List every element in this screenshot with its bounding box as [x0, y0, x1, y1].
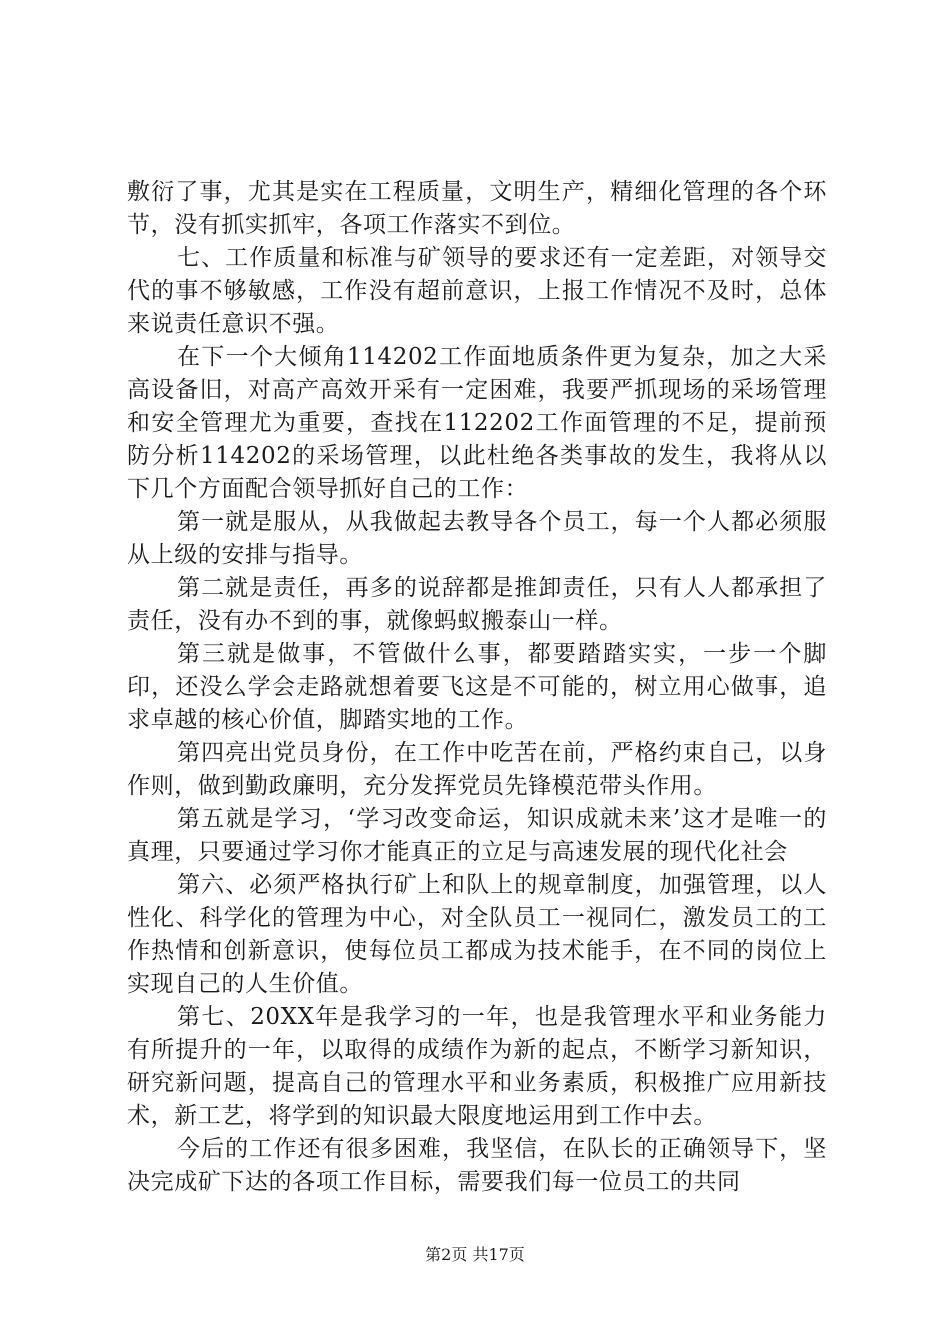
- paragraph-11: 今后的工作还有很多困难，我坚信，在队长的正确领导下，坚决完成矿下达的各项工作目标，需要我们每一位员工的共同: [127, 1136, 827, 1195]
- paragraph-9: 第六、必须严格执行矿上和队上的规章制度，加强管理，以人性化、科学化的管理为中心，对全队员工一视同仁，激发员工的工作热情和创新意识，使每位员工都成为技术能手，在不同的岗位上实现自己的人生价值。: [127, 872, 827, 997]
- paragraph-3: 在下一个大倾角114202工作面地质条件更为复杂，加之大采高设备旧，对高产高效开采有一定困难，我要严抓现场的采场管理和安全管理尤为重要，查找在112202工作面管理的不足，提前预防分析114202的采场管理，以此杜绝各类事故的发生，我将从以下几个方面配合领导抓好自己的工作：: [127, 344, 827, 502]
- page-number-footer: 第2页 共17页: [425, 1245, 525, 1264]
- paragraph-10: 第七、20XX年是我学习的一年，也是我管理水平和业务能力有所提升的一年，以取得的成绩作为新的起点，不断学习新知识，研究新问题，提高自己的管理水平和业务素质，积极推广应用新技术，新工艺，将学到的知识最大限度地运用到工作中去。: [127, 1004, 827, 1129]
- paragraph-8: 第五就是学习，‘学习改变命运，知识成就未来’这才是唯一的真理，只要通过学习你才能真正的立足与高速发展的现代化社会: [127, 806, 827, 865]
- paragraph-4: 第一就是服从，从我做起去教导各个员工，每一个人都必须服从上级的安排与指导。: [127, 509, 827, 568]
- paragraph-7: 第四亮出党员身份，在工作中吃苦在前，严格约束自己，以身作则，做到勤政廉明，充分发挥党员先锋模范带头作用。: [127, 740, 827, 799]
- paragraph-6: 第三就是做事，不管做什么事，都要踏踏实实，一步一个脚印，还没么学会走路就想着要飞这是不可能的，树立用心做事，追求卓越的核心价值，脚踏实地的工作。: [127, 641, 827, 733]
- document-body: [127, 176, 827, 1199]
- paragraph-2: 七、工作质量和标准与矿领导的要求还有一定差距，对领导交代的事不够敏感，工作没有超前意识，上报工作情况不及时，总体来说责任意识不强。: [127, 245, 827, 337]
- paragraph-1: 敷衍了事，尤其是实在工程质量，文明生产，精细化管理的各个环节，没有抓实抓牢，各项工作落实不到位。: [127, 179, 827, 238]
- paragraph-5: 第二就是责任，再多的说辞都是推卸责任，只有人人都承担了责任，没有办不到的事，就像蚂蚁搬泰山一样。: [127, 575, 827, 634]
